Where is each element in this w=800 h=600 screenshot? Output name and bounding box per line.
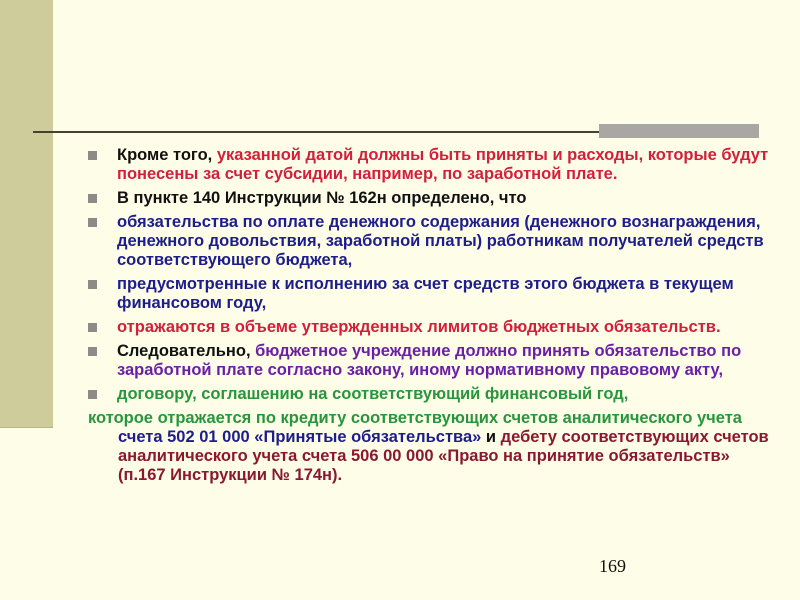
bullet-item-7 — [88, 385, 778, 404]
square-bullet-icon — [88, 218, 97, 227]
square-bullet-icon — [88, 323, 97, 332]
square-bullet-icon — [88, 390, 97, 399]
bullet-item-5 — [88, 318, 778, 337]
header-rule-block — [599, 124, 759, 138]
text-segment: и — [481, 428, 501, 446]
square-bullet-icon — [88, 151, 97, 160]
bullet-item-2 — [88, 189, 778, 208]
text-segment: указанной датой должны быть приняты и расходы, которые будут понесены за счет субсидии, например, по заработной плате. — [117, 146, 769, 183]
square-bullet-icon — [88, 194, 97, 203]
text-segment: Кроме того, — [117, 146, 217, 164]
square-bullet-icon — [88, 347, 97, 356]
page-number: 169 — [599, 556, 626, 576]
text-segment: отражаются в объеме утвержденных лимитов бюджетных обязательств. — [117, 318, 721, 336]
bullet-item-1 — [88, 146, 778, 184]
left-decor-line — [0, 427, 53, 428]
slide-content — [88, 146, 778, 490]
text-segment: обязательства по оплате денежного содержания (денежного вознаграждения, денежного довольствия, заработной платы) работникам получателей средств соответствующего бюджета, — [117, 213, 764, 269]
text-segment: которое отражается по кредиту соответствующих счетов аналитического учета — [88, 409, 742, 427]
bullet-item-3 — [88, 213, 778, 270]
text-segment: счета 502 01 000 «Принятые обязательства» — [118, 428, 482, 446]
bullet-item-6 — [88, 342, 778, 380]
text-segment: В пункте 140 Инструкции № 162н определено, что — [117, 189, 527, 207]
text-segment: Следовательно, — [117, 342, 256, 360]
bullet-item-4 — [88, 275, 778, 313]
text-segment: предусмотренные к исполнению за счет средств этого бюджета в текущем финансовом году, — [117, 275, 734, 312]
text-segment: дебету соответствующих счетов аналитического учета счета 506 00 000 «Право на принятие обязательств» (п.167 Инструкции № 174н). — [118, 428, 769, 484]
text-segment: бюджетное учреждение должно принять обязательство по заработной плате согласно закону, иному нормативному правовому акту, — [117, 342, 742, 379]
text-segment: договору, соглашению на соответствующий финансовый год, — [117, 385, 629, 403]
square-bullet-icon — [88, 280, 97, 289]
final-paragraph — [88, 409, 778, 485]
left-decor-bar — [0, 0, 53, 427]
